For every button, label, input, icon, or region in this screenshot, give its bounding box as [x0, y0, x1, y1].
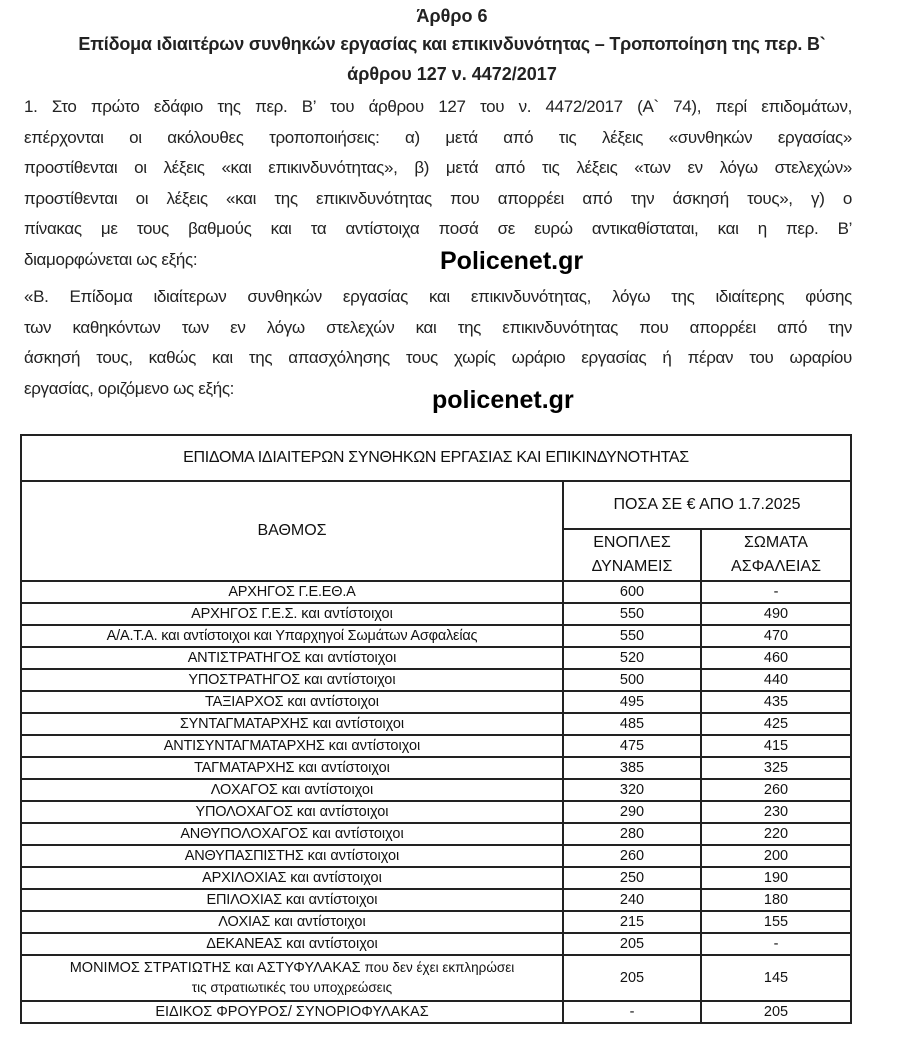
rank-cell: [21, 647, 563, 669]
armed-forces-amount: 280: [563, 823, 701, 845]
security-corps-amount: 435: [701, 691, 851, 713]
rank-cell: [21, 691, 563, 713]
rank-suffix: και αντίστοιχοι: [304, 650, 397, 666]
rank-suffix: και αντίστοιχοι: [307, 848, 400, 864]
rank-name: ΑΝΤΙΣΤΡΑΤΗΓΟΣ: [187, 650, 301, 666]
table-row: [21, 625, 851, 647]
security-corps-header-line1: ΣΩΜΑΤΑ: [744, 534, 808, 551]
rank-cell: [21, 581, 563, 603]
table-row: [21, 1001, 851, 1023]
paragraph-2-line: εργασίας, οριζόμενο ως εξής:: [24, 378, 235, 398]
paragraph-1-line: επέρχονται οι ακόλουθες τροποποιήσεις: α) μετά από τις λέξεις «συνθηκών εργασίας»: [24, 127, 852, 147]
rank-name: ΜΟΝΙΜΟΣ ΣΤΡΑΤΙΩΤΗΣ: [69, 960, 231, 976]
rank-suffix: και αντίστοιχοι: [296, 804, 389, 820]
armed-forces-amount: 385: [563, 757, 701, 779]
rank-name: ΑΝΤΙΣΥΝΤΑΓΜΑΤΑΡΧΗΣ: [163, 738, 325, 754]
rank-name: ΔΕΚΑΝΕΑΣ: [206, 936, 283, 952]
table-row: [21, 669, 851, 691]
watermark-policenet: policenet.gr: [432, 386, 574, 414]
paragraph-1-line: 1. Στο πρώτο εδάφιο της περ. Β’ του άρθρου 127 του ν. 4472/2017 (Α` 74), περί επιδομάτων,: [24, 97, 852, 116]
rank-cell: [21, 625, 563, 647]
security-corps-amount: 205: [701, 1001, 851, 1023]
armed-forces-amount: 600: [563, 581, 701, 603]
amount-header: ΠΟΣΑ ΣΕ € ΑΠΟ 1.7.2025: [563, 481, 851, 529]
security-corps-amount: -: [701, 581, 851, 603]
table-header-row: [21, 481, 851, 529]
table-row: [21, 845, 851, 867]
rank-conjunction: και: [235, 960, 254, 976]
rank-note: τις στρατιωτικές του υποχρεώσεις: [191, 980, 393, 995]
article-title-line1: Επίδομα ιδιαιτέρων συνθηκών εργασίας και επικινδυνότητας – Τροποποίηση της περ. Β`: [78, 34, 826, 54]
rank-name: ΥΠΟΛΟΧΑΓΟΣ: [195, 804, 293, 820]
security-corps-amount: 425: [701, 713, 851, 735]
rank-cell: [21, 867, 563, 889]
table-row-special: [21, 955, 851, 1001]
armed-forces-amount: 290: [563, 801, 701, 823]
table-row: [21, 691, 851, 713]
table-row: [21, 801, 851, 823]
rank-name: ΥΠΟΣΤΡΑΤΗΓΟΣ: [188, 672, 300, 688]
armed-forces-amount: 550: [563, 603, 701, 625]
allowance-table: [20, 434, 852, 1024]
rank-cell: [21, 603, 563, 625]
paragraph-1-line: προστίθενται οι λέξεις «και επικινδυνότητας», β) μετά από τις λέξεις «των εν λόγω στελεχών»: [24, 158, 852, 177]
armed-forces-amount: 320: [563, 779, 701, 801]
table-row: [21, 889, 851, 911]
security-corps-amount: 220: [701, 823, 851, 845]
table-row: [21, 603, 851, 625]
armed-forces-amount: 260: [563, 845, 701, 867]
armed-forces-amount: -: [563, 1001, 701, 1023]
paragraph-1: [24, 92, 852, 275]
security-corps-amount: 470: [701, 625, 851, 647]
rank-name: ΤΑΞΙΑΡΧΟΣ: [205, 694, 284, 710]
rank-suffix: και αντίστοιχοι: [285, 892, 378, 908]
security-corps-amount: 190: [701, 867, 851, 889]
rank-name: Α/Α.Τ.Α. και αντίστοιχοι και Υπαρχηγοί Σωμάτων Ασφαλείας: [106, 628, 478, 644]
armed-forces-header-line2: ΔΥΝΑΜΕΙΣ: [591, 558, 673, 575]
armed-forces-amount: 215: [563, 911, 701, 933]
rank-cell: [21, 933, 563, 955]
table-row: [21, 823, 851, 845]
rank-suffix: και αντίστοιχοι: [312, 716, 405, 732]
article-number: Άρθρο 6: [416, 6, 488, 26]
rank-name: ΣΥΝΤΑΓΜΑΤΑΡΧΗΣ: [179, 716, 309, 732]
security-corps-header-line2: ΑΣΦΑΛΕΙΑΣ: [731, 558, 821, 575]
rank-suffix: και αντίστοιχοι: [328, 738, 421, 754]
rank-name: ΑΡΧΗΓΟΣ Γ.Ε.ΕΘ.Α: [228, 584, 356, 600]
rank-name: ΑΡΧΗΓΟΣ Γ.Ε.Σ.: [191, 606, 298, 622]
rank-cell: [21, 845, 563, 867]
rank-name: ΛΟΧΙΑΣ: [218, 914, 271, 930]
rank-cell: [21, 889, 563, 911]
armed-forces-amount: 550: [563, 625, 701, 647]
security-corps-amount: 155: [701, 911, 851, 933]
rank-name: ΑΝΘΥΠΟΛΟΧΑΓΟΣ: [180, 826, 309, 842]
security-corps-amount: 490: [701, 603, 851, 625]
rank-suffix: και αντίστοιχοι: [274, 914, 366, 930]
armed-forces-amount: 205: [563, 933, 701, 955]
rank-header: ΒΑΘΜΟΣ: [21, 481, 563, 581]
rank-note: που δεν έχει εκπληρώσει: [364, 960, 515, 975]
security-corps-amount: 440: [701, 669, 851, 691]
armed-forces-amount: 250: [563, 867, 701, 889]
rank-suffix: και αντίστοιχοι: [312, 826, 404, 842]
watermark-policenet: Policenet.gr: [440, 247, 584, 275]
table-title: ΕΠΙΔΟΜΑ ΙΔΙΑΙΤΕΡΩΝ ΣΥΝΘΗΚΩΝ ΕΡΓΑΣΙΑΣ ΚΑΙ ΕΠΙΚΙΝΔΥΝΟΤΗΤΑΣ: [21, 435, 851, 481]
security-corps-header: [701, 529, 851, 581]
security-corps-amount: 325: [701, 757, 851, 779]
table-row: [21, 713, 851, 735]
security-corps-amount: 230: [701, 801, 851, 823]
rank-suffix: και αντίστοιχοι: [301, 606, 393, 622]
rank-name: ΛΟΧΑΓΟΣ: [210, 782, 278, 798]
table-row: [21, 933, 851, 955]
table-row: [21, 581, 851, 603]
security-corps-amount: 180: [701, 889, 851, 911]
rank-suffix: και αντίστοιχοι: [281, 782, 374, 798]
paragraph-2-line: άσκησή τους, καθώς και της απασχόλησης τους χωρίς ωράριο εργασίας ή πέραν του ωραρίου: [24, 348, 852, 367]
article-title-line2: άρθρου 127 ν. 4472/2017: [347, 64, 557, 84]
table-title-row: [21, 435, 851, 481]
paragraph-1-line: πίνακας με τους βαθμούς και τα αντίστοιχα ποσά σε ευρώ αντικαθίσταται, και η περ. Β’: [24, 219, 852, 238]
rank-name: ΕΙΔΙΚΟΣ ΦΡΟΥΡΟΣ/ ΣΥΝΟΡΙΟΦΥΛΑΚΑΣ: [155, 1004, 429, 1020]
rank-suffix: και αντίστοιχοι: [290, 870, 382, 886]
rank-suffix: και αντίστοιχοι: [286, 936, 378, 952]
armed-forces-amount: 500: [563, 669, 701, 691]
table-row: [21, 867, 851, 889]
paragraph-1-line: προστίθενται οι λέξεις «και της επικινδυνότητας που απορρέει από την άσκησή τους», γ) ο: [24, 188, 852, 208]
rank-cell: [21, 669, 563, 691]
rank-cell: [21, 735, 563, 757]
armed-forces-amount: 485: [563, 713, 701, 735]
security-corps-amount: 460: [701, 647, 851, 669]
rank-suffix: και αντίστοιχοι: [304, 672, 396, 688]
table-row: [21, 735, 851, 757]
paragraph-1-line: διαμορφώνεται ως εξής:: [24, 249, 198, 269]
paragraph-2-line: «Β. Επίδομα ιδιαίτερων συνθηκών εργασίας και επικινδυνότητας, λόγω της ιδιαίτερης φύσης: [24, 287, 852, 306]
rank-cell: [21, 801, 563, 823]
armed-forces-amount: 520: [563, 647, 701, 669]
rank-cell: [21, 955, 563, 1001]
rank-suffix: και αντίστοιχοι: [287, 694, 379, 710]
table-row: [21, 779, 851, 801]
rank-name: ΑΣΤΥΦΥΛΑΚΑΣ: [256, 960, 361, 976]
armed-forces-header-line1: ΕΝΟΠΛΕΣ: [593, 534, 671, 551]
rank-cell: [21, 1001, 563, 1023]
rank-name: ΤΑΓΜΑΤΑΡΧΗΣ: [194, 760, 295, 776]
table-row: [21, 757, 851, 779]
security-corps-amount: 200: [701, 845, 851, 867]
security-corps-amount: 415: [701, 735, 851, 757]
rank-cell: [21, 713, 563, 735]
armed-forces-header: [563, 529, 701, 581]
rank-cell: [21, 823, 563, 845]
rank-cell: [21, 911, 563, 933]
rank-name: ΕΠΙΛΟΧΙΑΣ: [206, 892, 282, 908]
armed-forces-amount: 240: [563, 889, 701, 911]
armed-forces-amount: 205: [563, 955, 701, 1001]
security-corps-amount: 145: [701, 955, 851, 1001]
table-row: [21, 911, 851, 933]
security-corps-amount: 260: [701, 779, 851, 801]
rank-cell: [21, 757, 563, 779]
security-corps-amount: -: [701, 933, 851, 955]
paragraph-2-line: των καθηκόντων των εν λόγω στελεχών και της επικινδυνότητας που απορρέει από την: [24, 317, 852, 337]
rank-suffix: και αντίστοιχοι: [298, 760, 390, 776]
armed-forces-amount: 495: [563, 691, 701, 713]
table-row: [21, 647, 851, 669]
rank-name: ΑΡΧΙΛΟΧΙΑΣ: [202, 870, 287, 886]
armed-forces-amount: 475: [563, 735, 701, 757]
rank-name: ΑΝΘΥΠΑΣΠΙΣΤΗΣ: [184, 848, 304, 864]
rank-cell: [21, 779, 563, 801]
